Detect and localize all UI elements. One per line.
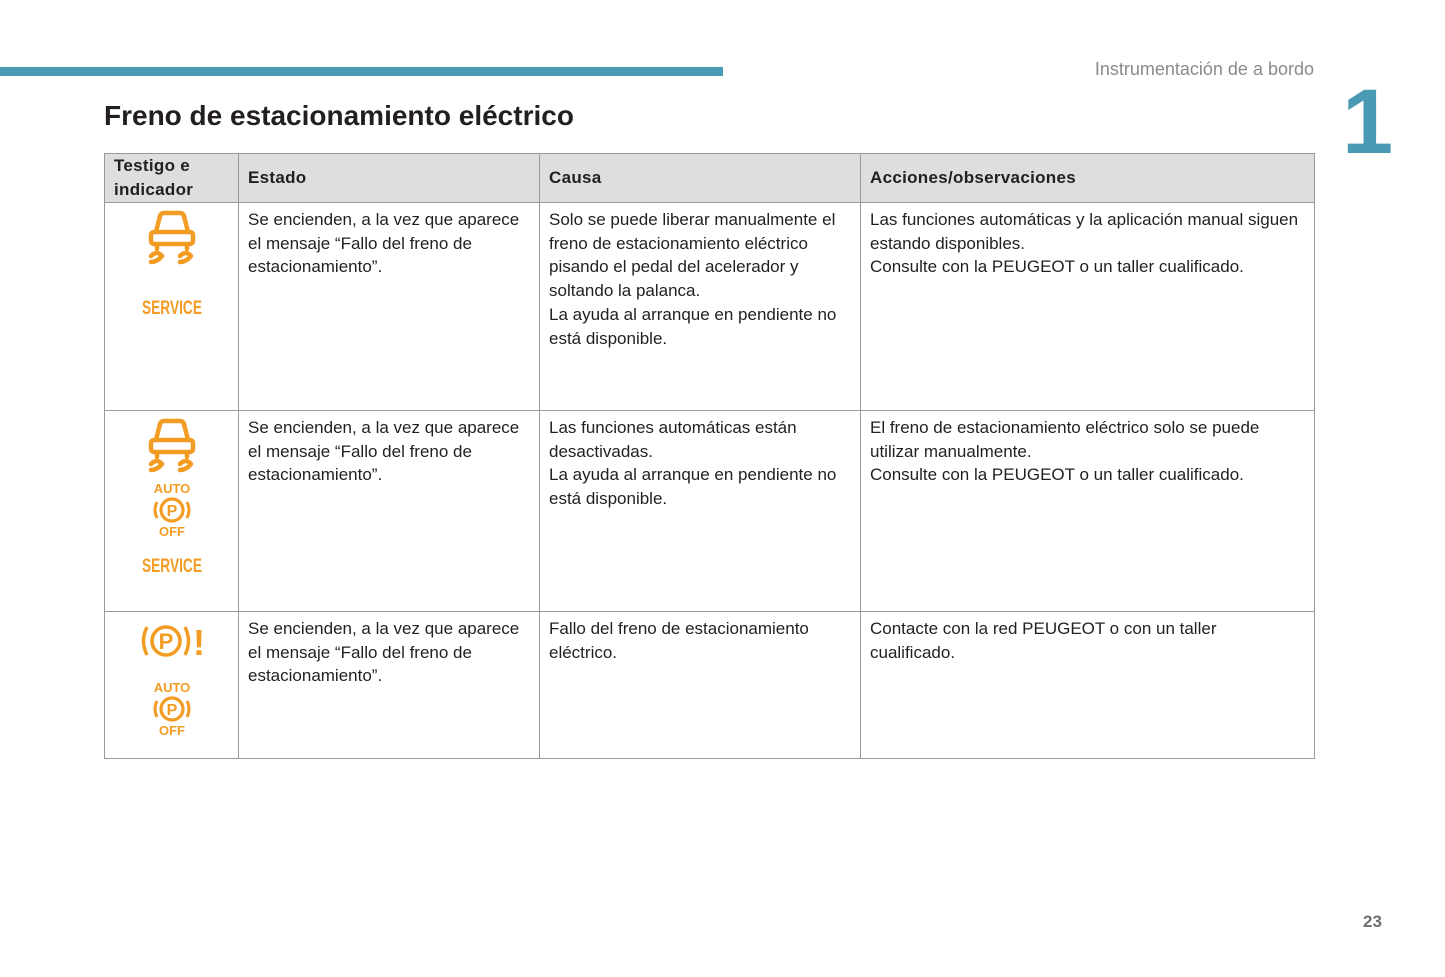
service-text-icon [140, 294, 204, 320]
actions-text: Las funciones automáticas y la aplicación manual siguen estando disponibles. Consulte con la PEUGEOT o un taller cualificado. [870, 210, 1299, 277]
indicator-cell [105, 203, 239, 411]
state-cell [239, 203, 540, 411]
header-accent-bar [0, 67, 723, 76]
cause-cell [540, 411, 861, 612]
state-text: Se encienden, a la vez que aparece el mensaje “Fallo del freno de estacionamiento”. [248, 210, 520, 277]
exclamation-label: ! [192, 622, 205, 663]
state-cell [239, 411, 540, 612]
state-text: Se encienden, a la vez que aparece el mensaje “Fallo del freno de estacionamiento”. [248, 619, 520, 686]
page-number: 23 [1363, 912, 1382, 931]
off-label: OFF [158, 524, 185, 539]
auto-p-off-icon [142, 480, 202, 540]
auto-p-off-icon [142, 679, 202, 739]
service-label: SERVICE [141, 556, 202, 577]
table-row [105, 411, 1315, 612]
header-state: Estado [239, 154, 540, 203]
cause-text: Las funciones automáticas están desactivadas. La ayuda al arranque en pendiente no está disponible. [549, 418, 837, 509]
indicator-cell [105, 612, 239, 759]
service-label: SERVICE [141, 298, 202, 319]
cause-text: Fallo del freno de estacionamiento eléctrico. [549, 619, 809, 662]
skid-car-icon [142, 208, 202, 270]
auto-label: AUTO [153, 680, 190, 695]
p-label: P [158, 629, 173, 654]
header-indicator: Testigo e indicador [105, 154, 239, 203]
skid-car-icon [142, 416, 202, 478]
state-cell [239, 612, 540, 759]
actions-text: Contacte con la red PEUGEOT o con un taller cualificado. [870, 619, 1217, 662]
table-header-row [105, 154, 1315, 203]
actions-cell [861, 411, 1315, 612]
cause-text: Solo se puede liberar manualmente el freno de estacionamiento eléctrico pisando el pedal del acelerador y soltando la palanca. La ayuda al arranque en pendiente no está disponible. [549, 210, 837, 348]
actions-text: El freno de estacionamiento eléctrico solo se puede utilizar manualmente. Consulte con la PEUGEOT o un taller cualificado. [870, 418, 1260, 485]
p-label: P [166, 702, 177, 719]
actions-cell [861, 612, 1315, 759]
warning-lights-table [104, 153, 1315, 759]
p-label: P [166, 503, 177, 520]
header-actions: Acciones/observaciones [861, 154, 1315, 203]
page-title: Freno de estacionamiento eléctrico [104, 100, 574, 131]
cause-cell [540, 203, 861, 411]
actions-cell [861, 203, 1315, 411]
state-text: Se encienden, a la vez que aparece el mensaje “Fallo del freno de estacionamiento”. [248, 418, 520, 485]
table-row [105, 612, 1315, 759]
header-cause: Causa [540, 154, 861, 203]
parking-brake-warning-icon [137, 621, 207, 665]
service-text-icon [140, 552, 204, 578]
chapter-number: 1 [1342, 71, 1394, 173]
section-title: Instrumentación de a bordo [1094, 59, 1314, 79]
off-label: OFF [158, 723, 185, 738]
table-row [105, 203, 1315, 411]
indicator-cell [105, 411, 239, 612]
auto-label: AUTO [153, 481, 190, 496]
cause-cell [540, 612, 861, 759]
